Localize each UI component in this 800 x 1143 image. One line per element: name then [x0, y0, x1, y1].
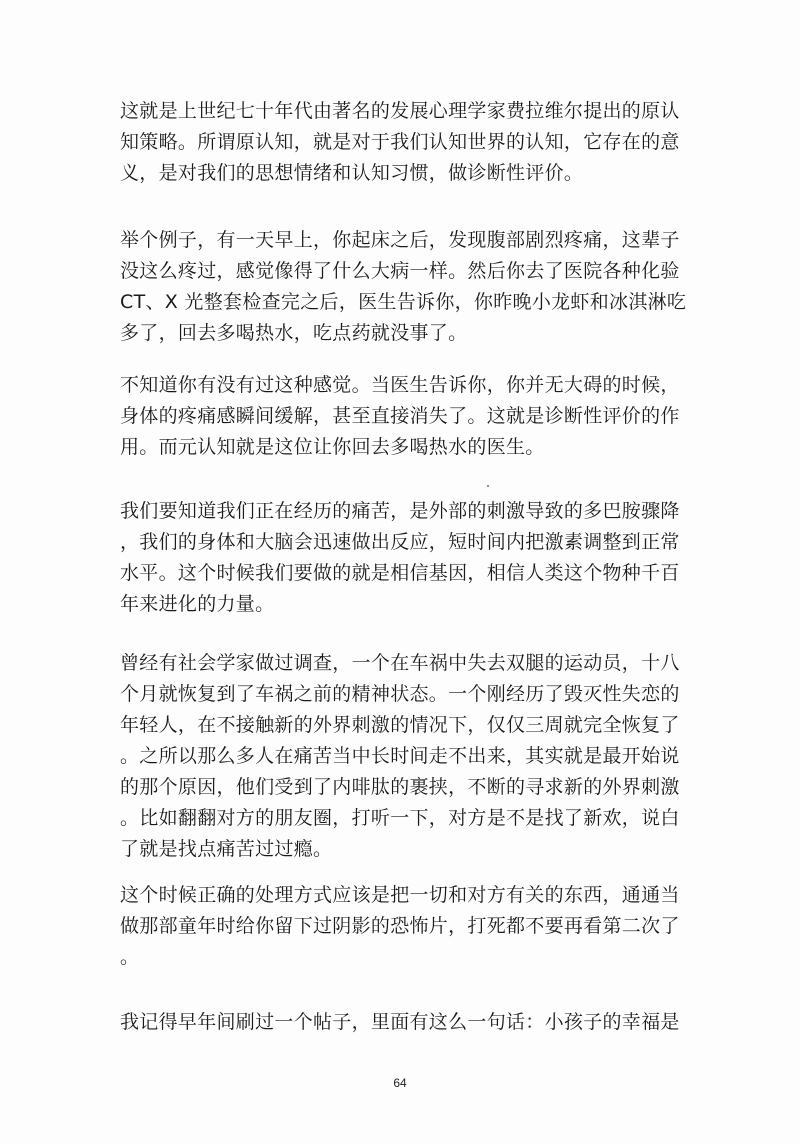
text-line: 多了，回去多喝热水，吃点药就没事了。 [120, 322, 468, 344]
text-line: 曾经有社会学家做过调查，一个在车祸中失去双腿的运动员，十八 [120, 652, 680, 674]
paragraph-dopamine [120, 496, 680, 620]
text-line: 举个例子，有一天早上，你起床之后，发现腹部剧烈疼痛，这辈子 [120, 229, 680, 251]
paragraph-metacognition-intro [120, 96, 680, 189]
text-line: 义，是对我们的思想情绪和认知习惯，做诊断性评价。 [120, 162, 584, 184]
text-line: 没这么疼过，感觉像得了什么大病一样。然后你去了医院各种化验 [120, 260, 680, 282]
text-line: 不知道你有没有过这种感觉。当医生告诉你，你并无大碍的时候， [120, 374, 680, 396]
text-line: CT、X 光整套检查完之后，医生告诉你，你昨晚小龙虾和冰淇淋吃 [120, 291, 687, 313]
text-line: 做那部童年时给你留下过阴影的恐怖片，打死都不要再看第二次了 [120, 915, 680, 937]
text-line: 个月就恢复到了车祸之前的精神状态。一个刚经历了毁灭性失恋的 [120, 683, 680, 705]
page-number: 64 [393, 1076, 407, 1090]
text-line: 了就是找点痛苦过过瘾。 [120, 838, 333, 860]
text-line: ，我们的身体和大脑会迅速做出反应，短时间内把激素调整到正常 [120, 531, 680, 553]
paragraph-post-memory [120, 1007, 680, 1038]
paragraph-correct-approach [120, 880, 680, 973]
text-line: 。比如翻翻对方的朋友圈，打听一下，对方是不是找了新欢，说白 [120, 807, 680, 829]
paragraph-example [120, 225, 687, 349]
text-line: 这就是上世纪七十年代由著名的发展心理学家费拉维尔提出的原认 [120, 100, 680, 122]
text-line: 我们要知道我们正在经历的痛苦，是外部的刺激导致的多巴胺骤降 [120, 500, 680, 522]
text-line: 水平。这个时候我们要做的就是相信基因，相信人类这个物种千百 [120, 562, 680, 584]
text-line: 。之所以那么多人在痛苦当中长时间走不出来，其实就是最开始说 [120, 745, 680, 767]
text-line: 用。而元认知就是这位让你回去多喝热水的医生。 [120, 436, 545, 458]
text-line: 身体的疼痛感瞬间缓解，甚至直接消失了。这就是诊断性评价的作 [120, 405, 680, 427]
text-line: 。 [120, 946, 140, 968]
text-line: 我记得早年间刷过一个帖子，里面有这么一句话：小孩子的幸福是 [120, 1011, 680, 1033]
text-line: 的那个原因，他们受到了内啡肽的裹挟，不断的寻求新的外界刺激 [120, 776, 680, 798]
text-line: 这个时候正确的处理方式应该是把一切和对方有关的东西，通通当 [120, 884, 680, 906]
paragraph-survey [120, 648, 680, 865]
scan-speck [487, 485, 489, 487]
text-line: 知策略。所谓原认知，就是对于我们认知世界的认知，它存在的意 [120, 131, 680, 153]
paragraph-diagnostic-effect [120, 370, 680, 463]
text-line: 年轻人，在不接触新的外界刺激的情况下，仅仅三周就完全恢复了 [120, 714, 680, 736]
text-line: 年来进化的力量。 [120, 593, 275, 615]
